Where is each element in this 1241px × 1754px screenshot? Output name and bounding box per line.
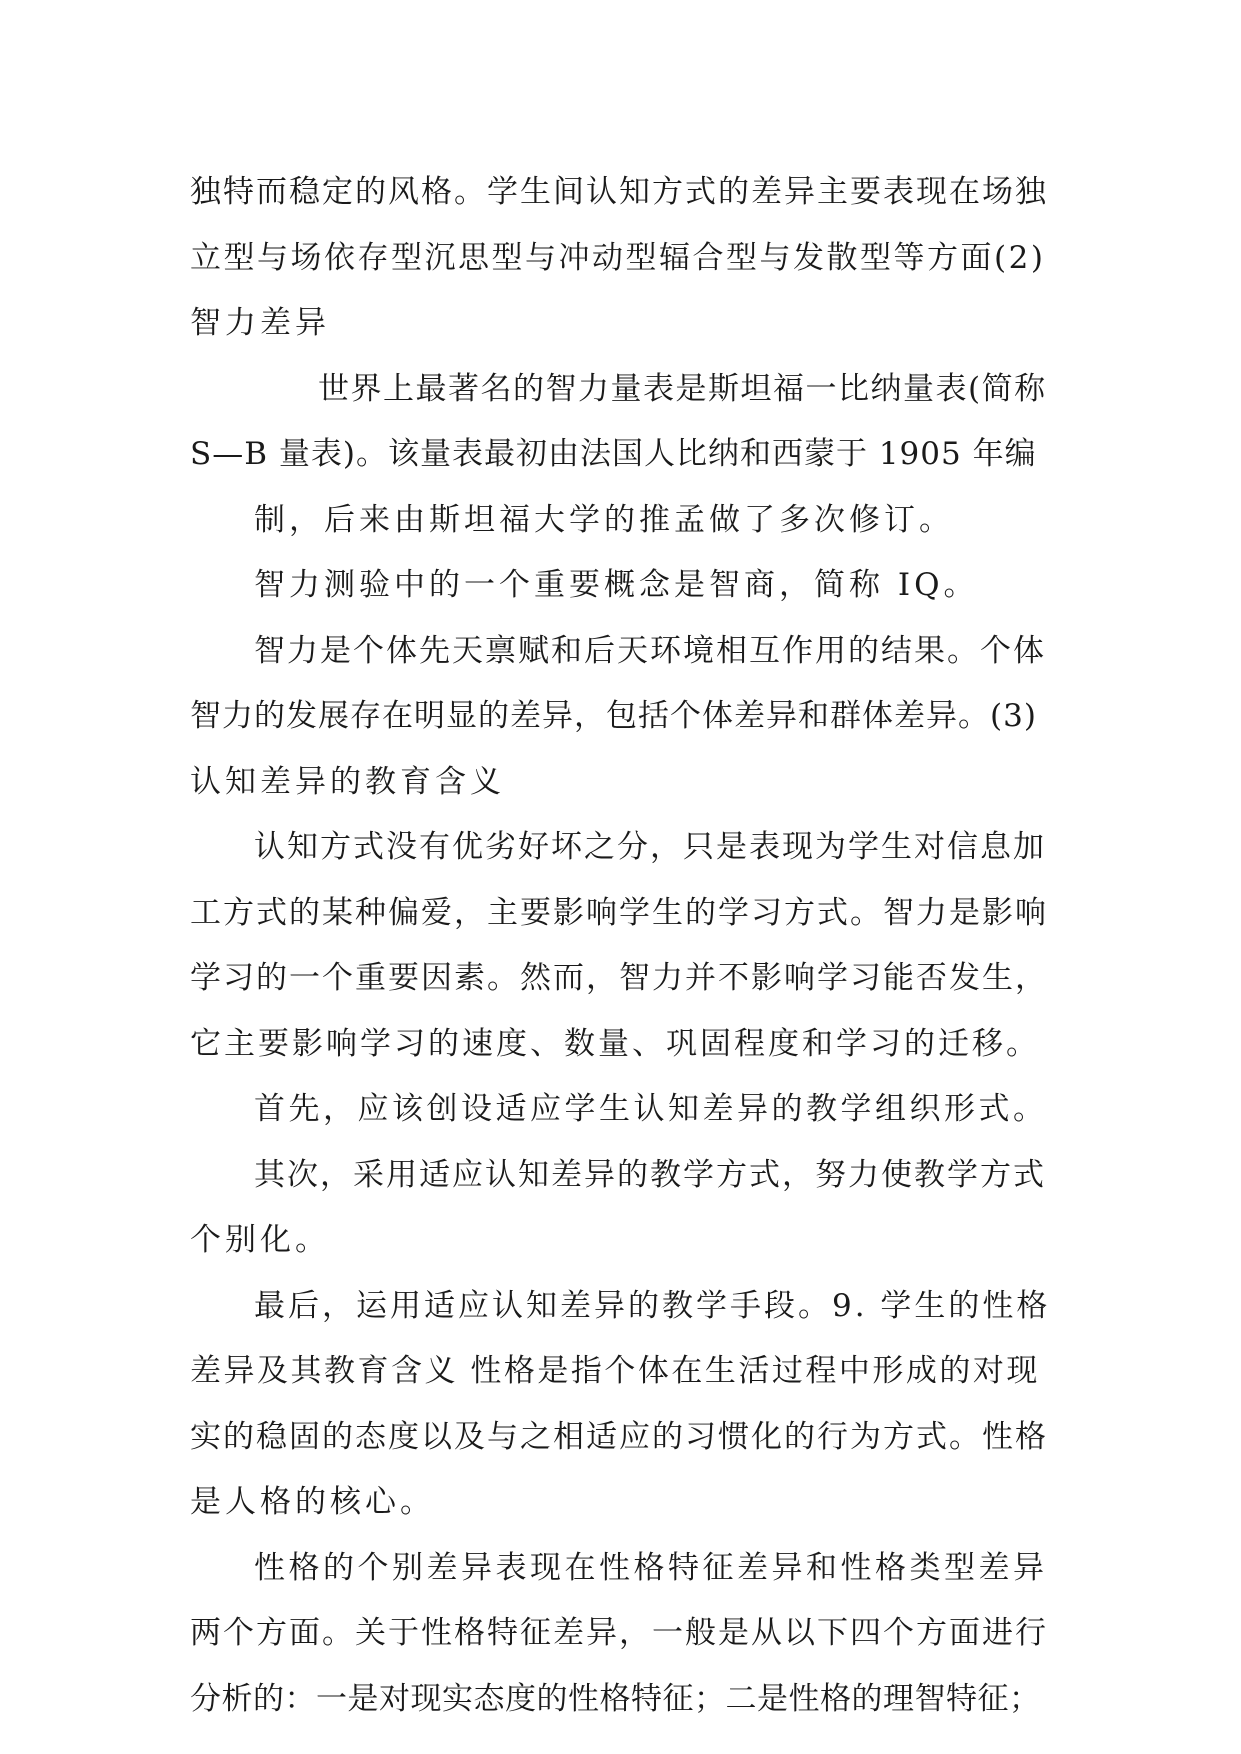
text-line: 智力差异 [190, 305, 330, 341]
text-line: 制，后来由斯坦福大学的推孟做了多次修订。 [254, 501, 954, 538]
text-line: 学习的一个重要因素。然而，智力并不影响学习能否发生， [190, 960, 1048, 996]
text-line: 实的稳固的态度以及与之相适应的习惯化的行为方式。性格 [190, 1418, 1048, 1455]
text-line: 首先，应该创设适应学生认知差异的教学组织形式。 [254, 1091, 1048, 1127]
document-body [190, 160, 1050, 1732]
text-line: 它主要影响学习的速度、数量、巩固程度和学习的迁移。 [190, 1025, 1040, 1062]
text-line: 是人格的核心。 [190, 1484, 435, 1520]
paragraph-intelligence-scale [190, 357, 1050, 488]
text-line: 两个方面。关于性格特征差异，一般是从以下四个方面进行 [190, 1615, 1048, 1651]
text-line: 智力的发展存在明显的差异，包括个体差异和群体差异。(3) [190, 698, 1037, 734]
text-line: 性格的个别差异表现在性格特征差异和性格类型差异 [254, 1549, 1048, 1586]
paragraph-second [190, 1143, 1050, 1274]
paragraph-last [190, 1274, 1050, 1536]
paragraph-intelligence-origin [190, 619, 1050, 816]
paragraph-first [190, 1077, 1050, 1143]
text-line: 最后，运用适应认知差异的教学手段。9. 学生的性格 [254, 1287, 1051, 1324]
paragraph-iq [190, 553, 1050, 619]
text-line: 认知方式没有优劣好坏之分，只是表现为学生对信息加 [254, 829, 1046, 865]
text-line: 个别化。 [190, 1222, 330, 1258]
text-line: 认知差异的教育含义 [190, 763, 505, 800]
text-line: 工方式的某种偏爱，主要影响学生的学习方式。智力是影响 [190, 894, 1048, 931]
text-line: 智力是个体先天禀赋和后天环境相互作用的结果。个体 [254, 632, 1046, 669]
paragraph-revision [190, 488, 1050, 554]
text-line: 其次，采用适应认知差异的教学方式，努力使教学方式 [254, 1156, 1046, 1193]
text-line: 智力测验中的一个重要概念是智商，简称 IQ。 [254, 567, 979, 603]
text-line: 差异及其教育含义 性格是指个体在生活过程中形成的对现 [190, 1353, 1040, 1389]
text-line: S—B 量表)。该量表最初由法国人比纳和西蒙于 1905 年编 [190, 436, 1037, 472]
text-line: 立型与场依存型沉思型与冲动型辐合型与发散型等方面(2) [190, 239, 1046, 276]
paragraph-cognitive-style-meaning [190, 815, 1050, 1077]
paragraph-personality-differences [190, 1536, 1050, 1733]
paragraph-cognitive-style-end [190, 160, 1050, 357]
text-line: 独特而稳定的风格。学生间认知方式的差异主要表现在场独 [190, 174, 1048, 210]
text-line: 分析的：一是对现实态度的性格特征；二是性格的理智特征； [190, 1680, 1041, 1717]
text-line: 世界上最著名的智力量表是斯坦福一比纳量表(简称 [318, 370, 1047, 407]
